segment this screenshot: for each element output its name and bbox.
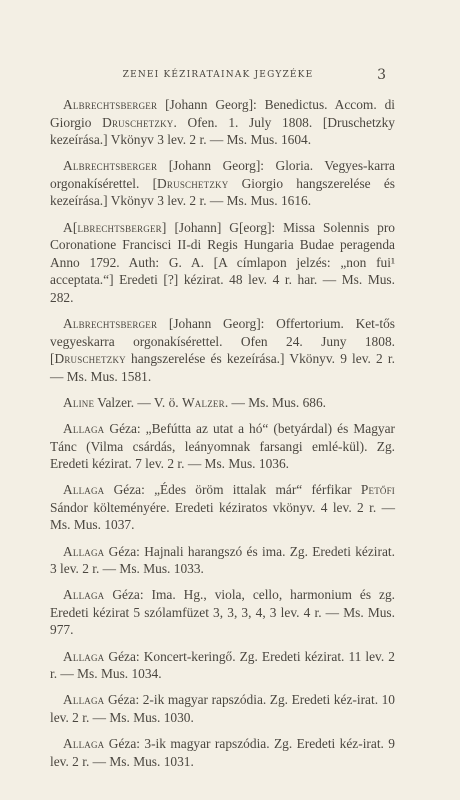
entry-text: Géza: Koncert-keringő. Zg. Eredeti kézirat. 11 lev. 2 r. — Ms. Mus. 1034. (50, 648, 395, 682)
entry-secondary-name: Druschetzky (54, 351, 126, 367)
entry-author: Albrechtsberger (63, 97, 158, 112)
entry-text-continued: Sándor költeményére. Eredeti kéziratos vkönyv. 4 lev. 2 r. — Ms. Mus. 1037. (50, 499, 395, 533)
catalog-entry (50, 543, 395, 578)
catalog-entry (50, 648, 395, 683)
entry-author: Albrechtsberger (63, 316, 158, 332)
entry-text: [Johann Georg]: Offertorium. Ket-tős vegyeskarra orgonakísérettel. Ofen 24. Juny 1808. [ (50, 316, 395, 367)
catalog-entry (50, 586, 395, 639)
entry-text: [Johann Georg]: Gloria. Vegyes-karra orgonakísérettel. [ (50, 158, 395, 191)
catalog-entry (50, 735, 395, 770)
catalog-entry (50, 691, 395, 726)
entry-author: Allaga (63, 735, 105, 751)
page-number: 3 (377, 67, 386, 83)
catalog-entry (50, 481, 395, 534)
entry-author: A[lbrechtsberger] (63, 219, 167, 235)
entry-text: Valzer. — V. ö. (94, 394, 182, 410)
entry-text: Géza: 2-ik magyar rapszódia. Zg. Eredeti kéz-irat. 10 lev. 2 r. — Ms. Mus. 1030. (50, 692, 395, 725)
entry-secondary-name: Walzer (181, 394, 225, 410)
entry-text: [Johann Georg]: Benedictus. Accom. di Giorgio (50, 97, 395, 130)
catalog-entry (50, 157, 395, 210)
entry-author: Allaga (63, 587, 105, 603)
entry-author: Allaga (63, 543, 105, 559)
catalog-entries (50, 96, 395, 779)
entry-text-continued: . — Ms. Mus. 686. (224, 394, 327, 410)
catalog-entry (50, 315, 395, 385)
entry-text: Géza: Hajnali harangszó és ima. Zg. Eredeti kézirat. 3 lev. 2 r. — Ms. Mus. 1033. (50, 543, 395, 577)
entry-author: Allaga (63, 692, 105, 708)
entry-text: Géza: „Édes öröm ittalak már“ férfikar (104, 482, 361, 498)
catalog-entry (50, 219, 395, 307)
entry-secondary-name: Druschetzky (102, 114, 174, 130)
catalog-entry (50, 394, 395, 412)
running-title: ZENEI KÉZIRATAINAK JEGYZÉKE (122, 70, 314, 80)
entry-secondary-name: Druschetzky (157, 175, 229, 191)
catalog-entry (50, 96, 395, 149)
entry-author: Allaga (63, 482, 105, 498)
entry-text-continued: hangszerelése és kezeírása.] Vkönyv. 9 lev. 2 r. — Ms. Mus. 1581. (50, 351, 395, 384)
page-header (50, 68, 386, 84)
entry-secondary-name: Petőfi (360, 482, 395, 498)
entry-author: Allaga (63, 648, 105, 664)
entry-text-continued: Giorgio hangszerelése és kezeírása.] Vkönyv 3 lev. 2 r. — Ms. Mus. 1616. (50, 175, 395, 209)
entry-author: Allaga (63, 421, 105, 436)
entry-text: Géza: „Befútta az utat a hó“ (betyárdal) és Magyar Tánc (Vilma csárdás, leányomnak farsangi emlé-kül). Zg. Eredeti kézirat. 7 lev. 2 r. — Ms. Mus. 1036. (50, 421, 395, 472)
catalog-entry (50, 420, 395, 473)
entry-text: Géza: 3-ik magyar rapszódia. Zg. Eredeti kéz-irat. 9 lev. 2 r. — Ms. Mus. 1031. (50, 735, 395, 769)
entry-text: Géza: Ima. Hg., viola, cello, harmonium és zg. Eredeti kézirat 5 szólamfüzet 3, 3, 3, 4, 3 lev. 4 r. — Ms. Mus. 977. (50, 587, 395, 638)
entry-author: Aline (63, 394, 95, 410)
entry-text-continued: . Ofen. 1. July 1808. [Druschetzky kezeírása.] Vkönyv 3 lev. 2 r. — Ms. Mus. 1604. (50, 114, 396, 148)
entry-author: Albrechtsberger (63, 158, 158, 174)
entry-text: [Johann] G[eorg]: Missa Solennis pro Coronatione Francisci II-di Regis Hungaria Budae peragenda Anno 1792. Auth: G. A. [A címlapon jelzés: „non fui¹ acceptata.“] Eredeti [?] kézirat. 48 lev. 4 r. har. — Ms. Mus. 282. (50, 219, 395, 305)
